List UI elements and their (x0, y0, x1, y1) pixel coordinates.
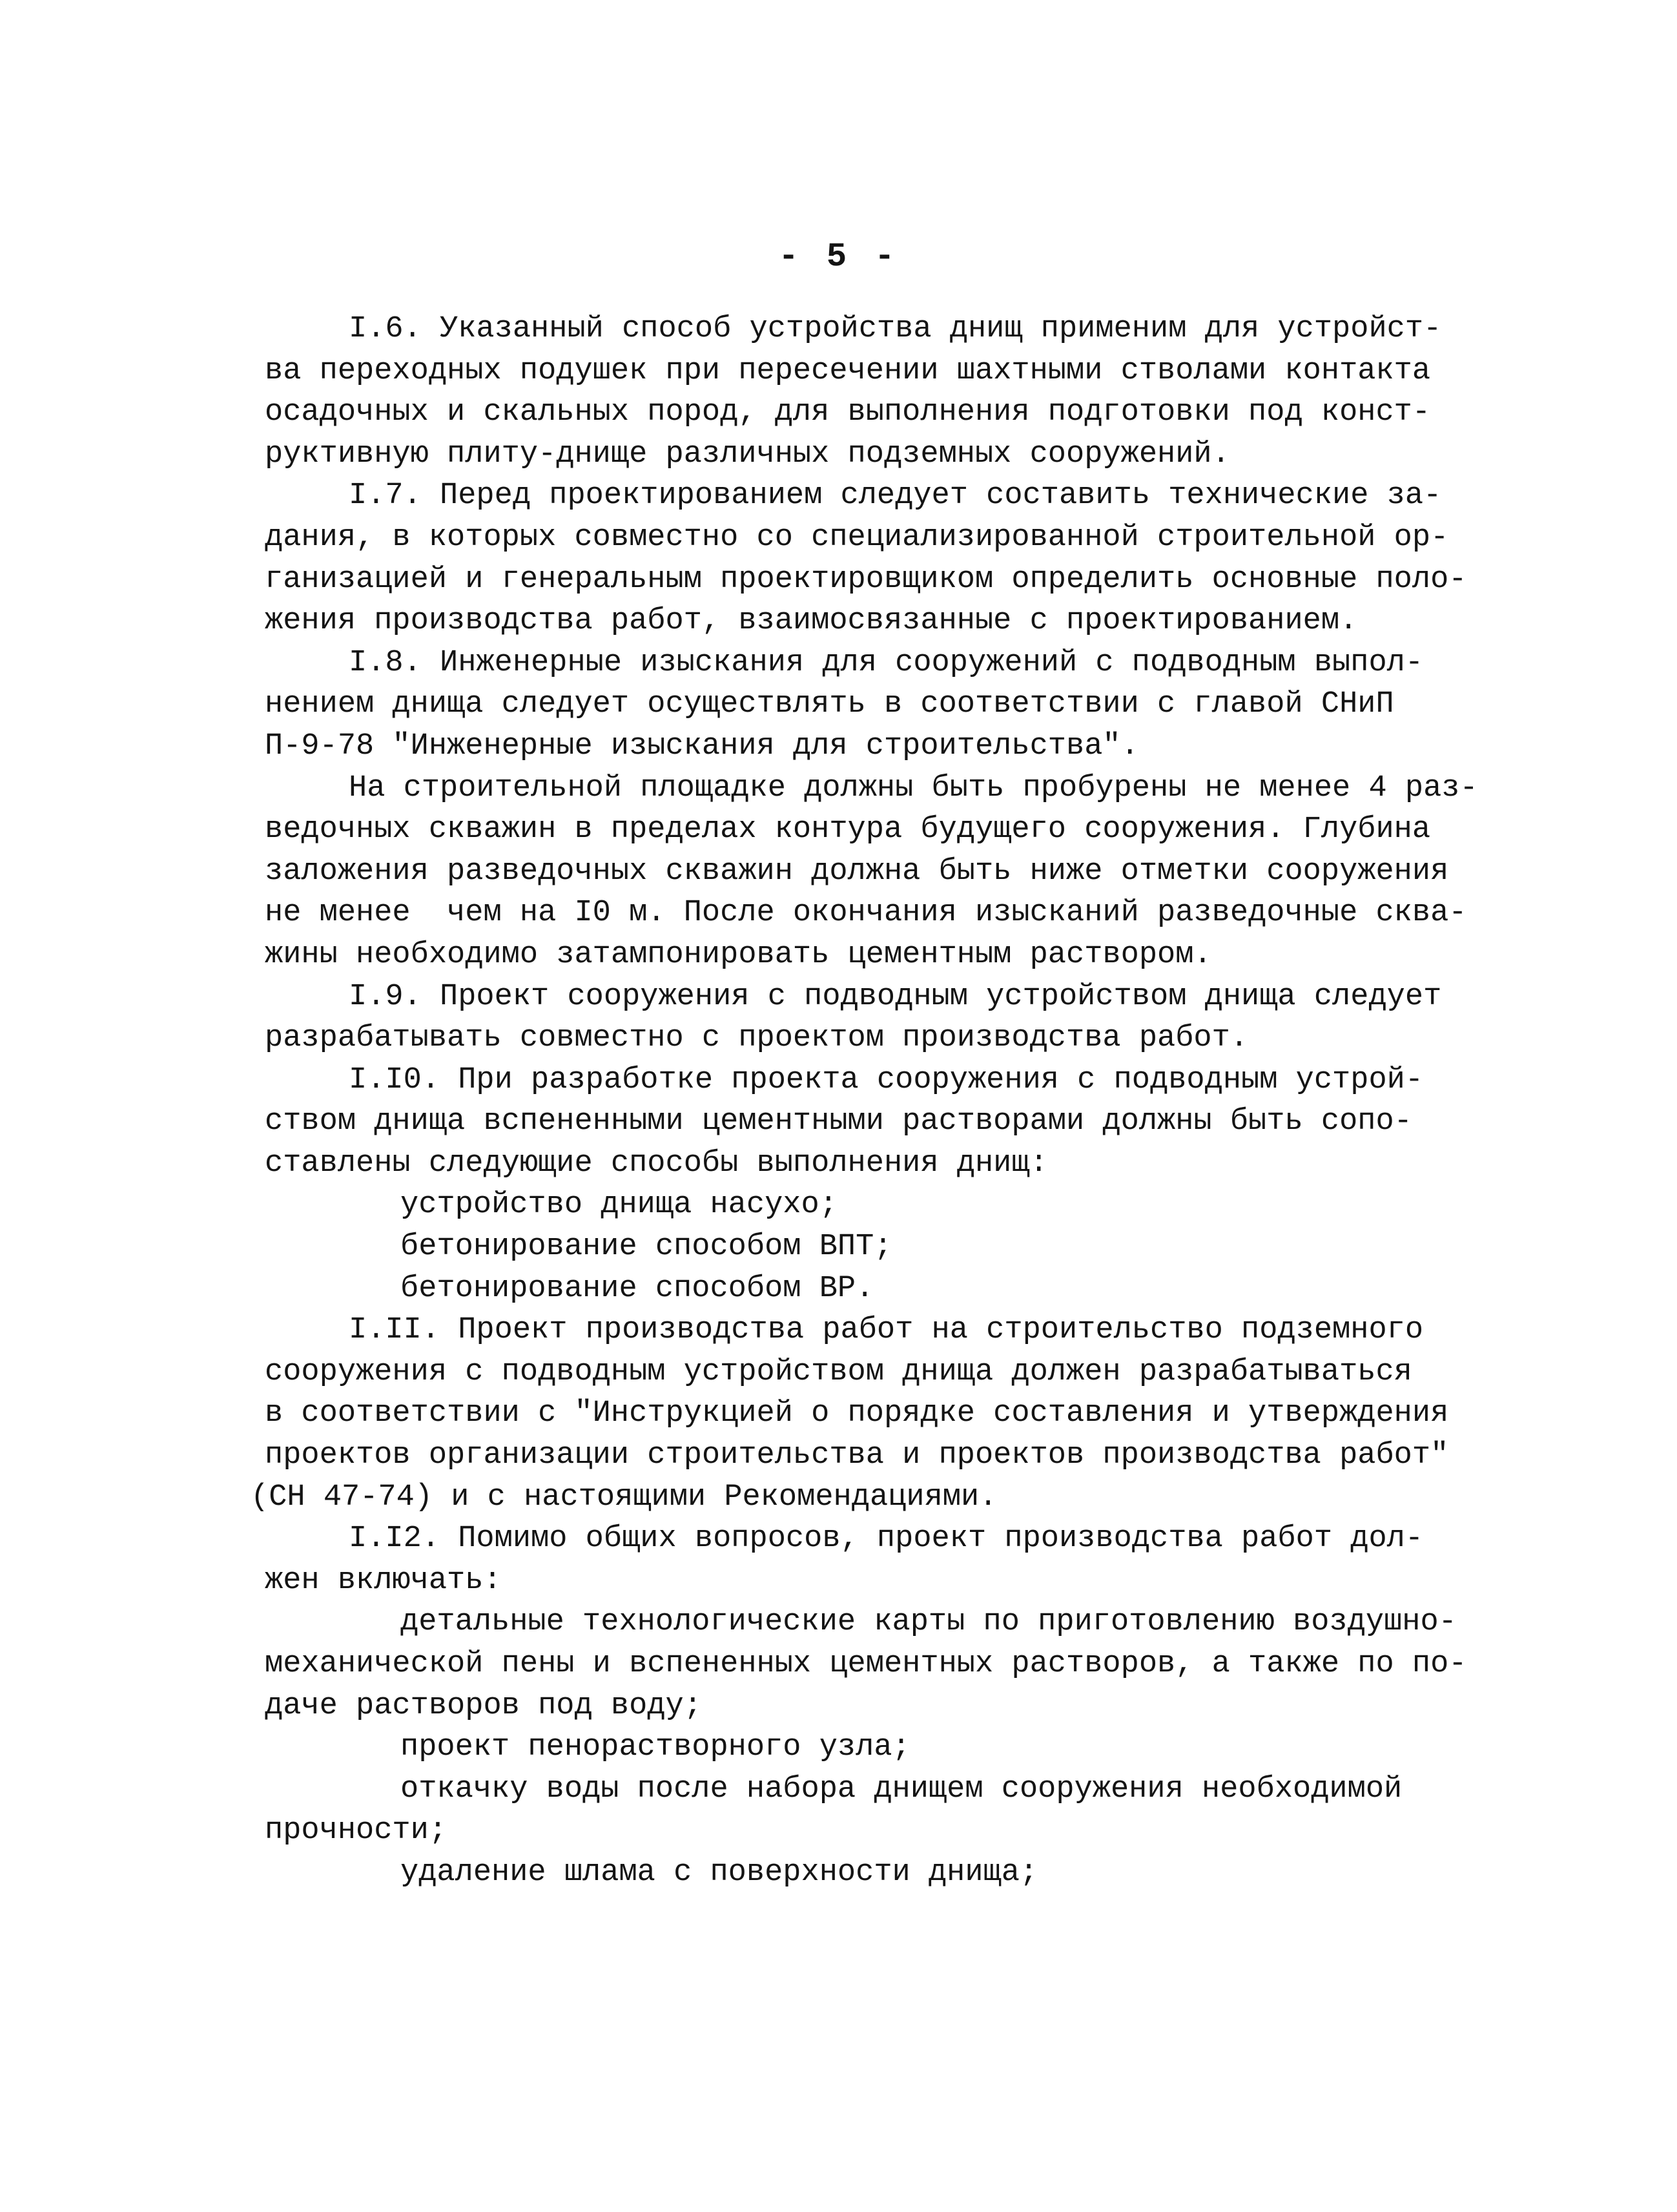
paragraph-1-7-line-2: дания, в которых совместно со специализированной строительной ор- (265, 520, 1449, 555)
list-item-vr-method: бетонирование способом ВР. (400, 1271, 874, 1306)
document-body (251, 309, 1478, 1894)
list-item-water-pumping-line-1: откачку воды после набора днищем сооружения необходимой (400, 1772, 1403, 1806)
list-item-water-pumping-line-2: прочности; (265, 1814, 448, 1848)
paragraph-boreholes-line-1: На строительной площадке должны быть пробурены не менее 4 раз- (349, 770, 1478, 805)
paragraph-1-11-line-5: (СН 47-74) и с настоящими Рекомендациями. (251, 1480, 998, 1514)
list-item-sludge-removal: удаление шлама с поверхности днища; (400, 1855, 1038, 1890)
paragraph-1-10-line-1: I.I0. При разработке проекта сооружения с подводным устрой- (349, 1062, 1424, 1097)
paragraph-1-9-line-1: I.9. Проект сооружения с подводным устройством днища следует (349, 979, 1442, 1014)
paragraph-1-11-line-3: в соответствии с "Инструкцией о порядке составления и утверждения (265, 1396, 1449, 1431)
paragraph-1-7-line-1: I.7. Перед проектированием следует составить технические за- (349, 479, 1442, 513)
paragraph-1-6-line-4: руктивную плиту-днище различных подземных сооружений. (265, 437, 1230, 471)
paragraph-1-11-line-4: проектов организации строительства и проектов производства работ" (265, 1438, 1449, 1473)
paragraph-1-11-line-2: сооружения с подводным устройством днища должен разрабатываться (265, 1354, 1412, 1389)
paragraph-boreholes-line-3: заложения разведочных скважин должна быть ниже отметки сооружения (265, 854, 1449, 889)
paragraph-1-7-line-3: ганизацией и генеральным проектировщиком определить основные поло- (265, 562, 1467, 597)
paragraph-1-12-line-1: I.I2. Помимо общих вопросов, проект производства работ дол- (349, 1522, 1424, 1556)
list-item-vpt-method: бетонирование способом ВПТ; (400, 1230, 892, 1265)
paragraph-1-8-line-3: П-9-78 "Инженерные изыскания для строительства". (265, 729, 1139, 763)
list-item-dry-method: устройство днища насухо; (400, 1188, 838, 1223)
paragraph-boreholes-line-5: жины необходимо затампонировать цементным раствором. (265, 937, 1212, 972)
paragraph-1-10-line-2: ством днища вспененными цементными растворами должны быть сопо- (265, 1104, 1412, 1139)
paragraph-1-8-line-2: нением днища следует осуществлять в соответствии с главой СНиП (265, 687, 1394, 722)
list-item-technology-maps-line-2: механической пены и вспененных цементных растворов, а также по по- (265, 1647, 1467, 1681)
paragraph-1-10-line-3: ставлены следующие способы выполнения днищ: (265, 1146, 1048, 1181)
list-item-technology-maps-line-1: детальные технологические карты по приготовлению воздушно- (400, 1605, 1457, 1640)
page-number: - 5 - (778, 238, 899, 276)
paragraph-1-12-line-2: жен включать: (265, 1563, 502, 1598)
paragraph-1-11-line-1: I.II. Проект производства работ на строительство подземного (349, 1313, 1424, 1348)
paragraph-1-8-line-1: I.8. Инженерные изыскания для сооружений с подводным выпол- (349, 645, 1424, 680)
paragraph-1-6-line-1: I.6. Указанный способ устройства днищ применим для устройст- (349, 312, 1442, 346)
paragraph-boreholes-line-4: не менее чем на I0 м. После окончания изысканий разведочные сква- (265, 896, 1467, 931)
paragraph-boreholes-line-2: ведочных скважин в пределах контура будущего сооружения. Глубина (265, 812, 1431, 847)
paragraph-1-7-line-4: жения производства работ, взаимосвязанные с проектированием. (265, 604, 1358, 639)
list-item-foam-unit: проект пенорастворного узла; (400, 1730, 911, 1765)
paragraph-1-6-line-3: осадочных и скальных пород, для выполнения подготовки под конст- (265, 395, 1431, 430)
paragraph-1-6-line-2: ва переходных подушек при пересечении шахтными стволами контакта (265, 353, 1431, 388)
list-item-technology-maps-line-3: даче растворов под воду; (265, 1688, 702, 1723)
paragraph-1-9-line-2: разрабатывать совместно с проектом производства работ. (265, 1021, 1249, 1056)
